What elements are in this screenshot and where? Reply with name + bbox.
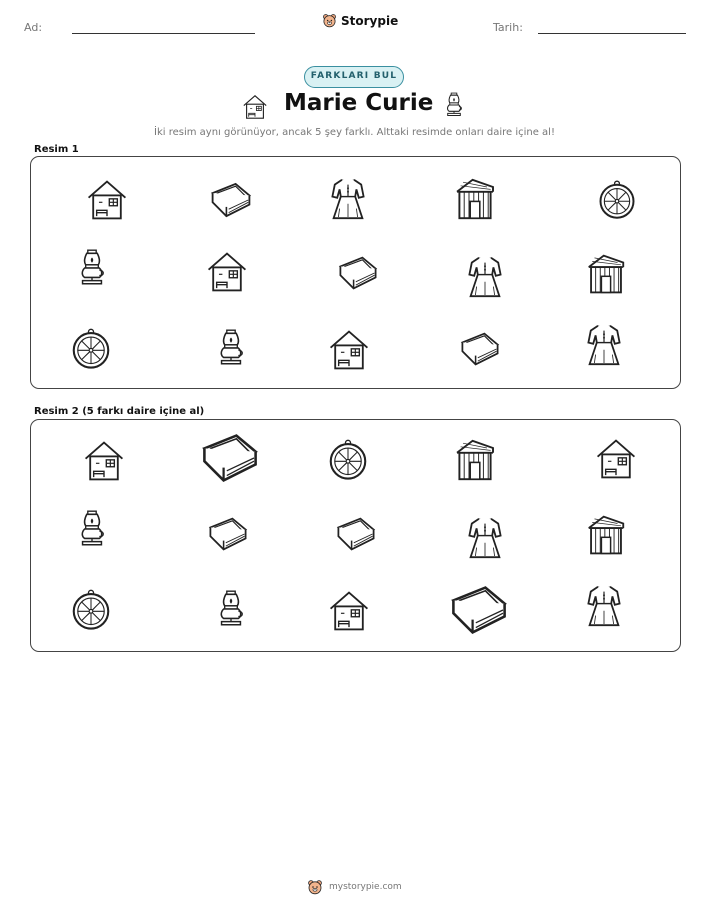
- cabin-icon[interactable]: [326, 327, 372, 373]
- compass-icon[interactable]: [68, 325, 114, 371]
- cabin-icon[interactable]: [326, 588, 372, 634]
- compass-icon[interactable]: [325, 436, 371, 482]
- book-icon[interactable]: [203, 512, 253, 556]
- book-icon[interactable]: [333, 251, 383, 295]
- brand: [322, 13, 398, 28]
- dress-icon[interactable]: [580, 582, 628, 630]
- oil-lamp-icon: [440, 89, 468, 121]
- footer-site[interactable]: mystorypie.com: [329, 882, 402, 892]
- page-title: Marie Curie: [284, 90, 434, 116]
- book-icon[interactable]: [206, 177, 256, 223]
- cabin-icon[interactable]: [593, 436, 639, 482]
- worksheet-badge: FARKLARI BUL: [304, 66, 404, 88]
- dress-icon[interactable]: [324, 175, 372, 223]
- wooden-shed-icon[interactable]: [451, 436, 499, 484]
- book-icon[interactable]: [331, 512, 381, 556]
- wooden-shed-icon[interactable]: [583, 512, 629, 558]
- oil-lamp-icon[interactable]: [210, 323, 252, 373]
- cabin-icon[interactable]: [81, 438, 127, 484]
- instructions: İki resim aynı görünüyor, ancak 5 şey farklı. Alttaki resimde onları daire içine al!: [154, 127, 555, 138]
- cabin-icon[interactable]: [84, 177, 130, 223]
- date-label: Tarih:: [493, 21, 523, 34]
- wooden-shed-icon[interactable]: [583, 251, 629, 297]
- oil-lamp-icon[interactable]: [210, 584, 252, 634]
- cabin-icon: [241, 93, 269, 121]
- book-icon[interactable]: [455, 327, 505, 371]
- dress-icon[interactable]: [461, 253, 509, 301]
- picture1-frame: [30, 156, 681, 389]
- picture2-frame: [30, 419, 681, 652]
- cabin-icon[interactable]: [204, 249, 250, 295]
- date-field[interactable]: [538, 33, 686, 34]
- storypie-bear-icon: [307, 879, 323, 895]
- oil-lamp-icon[interactable]: [71, 243, 113, 293]
- dress-icon[interactable]: [580, 321, 628, 369]
- brand-name: Storypie: [341, 13, 399, 28]
- picture2-label: Resim 2 (5 farkı daire içine al): [34, 406, 205, 417]
- compass-icon[interactable]: [68, 586, 114, 632]
- compass-icon[interactable]: [595, 177, 639, 221]
- wooden-shed-icon[interactable]: [451, 175, 499, 223]
- storypie-bear-icon: [322, 13, 337, 28]
- dress-icon[interactable]: [461, 514, 509, 562]
- name-label: Ad:: [24, 21, 43, 34]
- name-field[interactable]: [72, 33, 255, 34]
- oil-lamp-icon[interactable]: [71, 504, 113, 554]
- book-icon-large[interactable]: [443, 578, 515, 642]
- book-icon-large[interactable]: [194, 426, 266, 490]
- footer: [307, 879, 402, 895]
- picture1-label: Resim 1: [34, 144, 79, 155]
